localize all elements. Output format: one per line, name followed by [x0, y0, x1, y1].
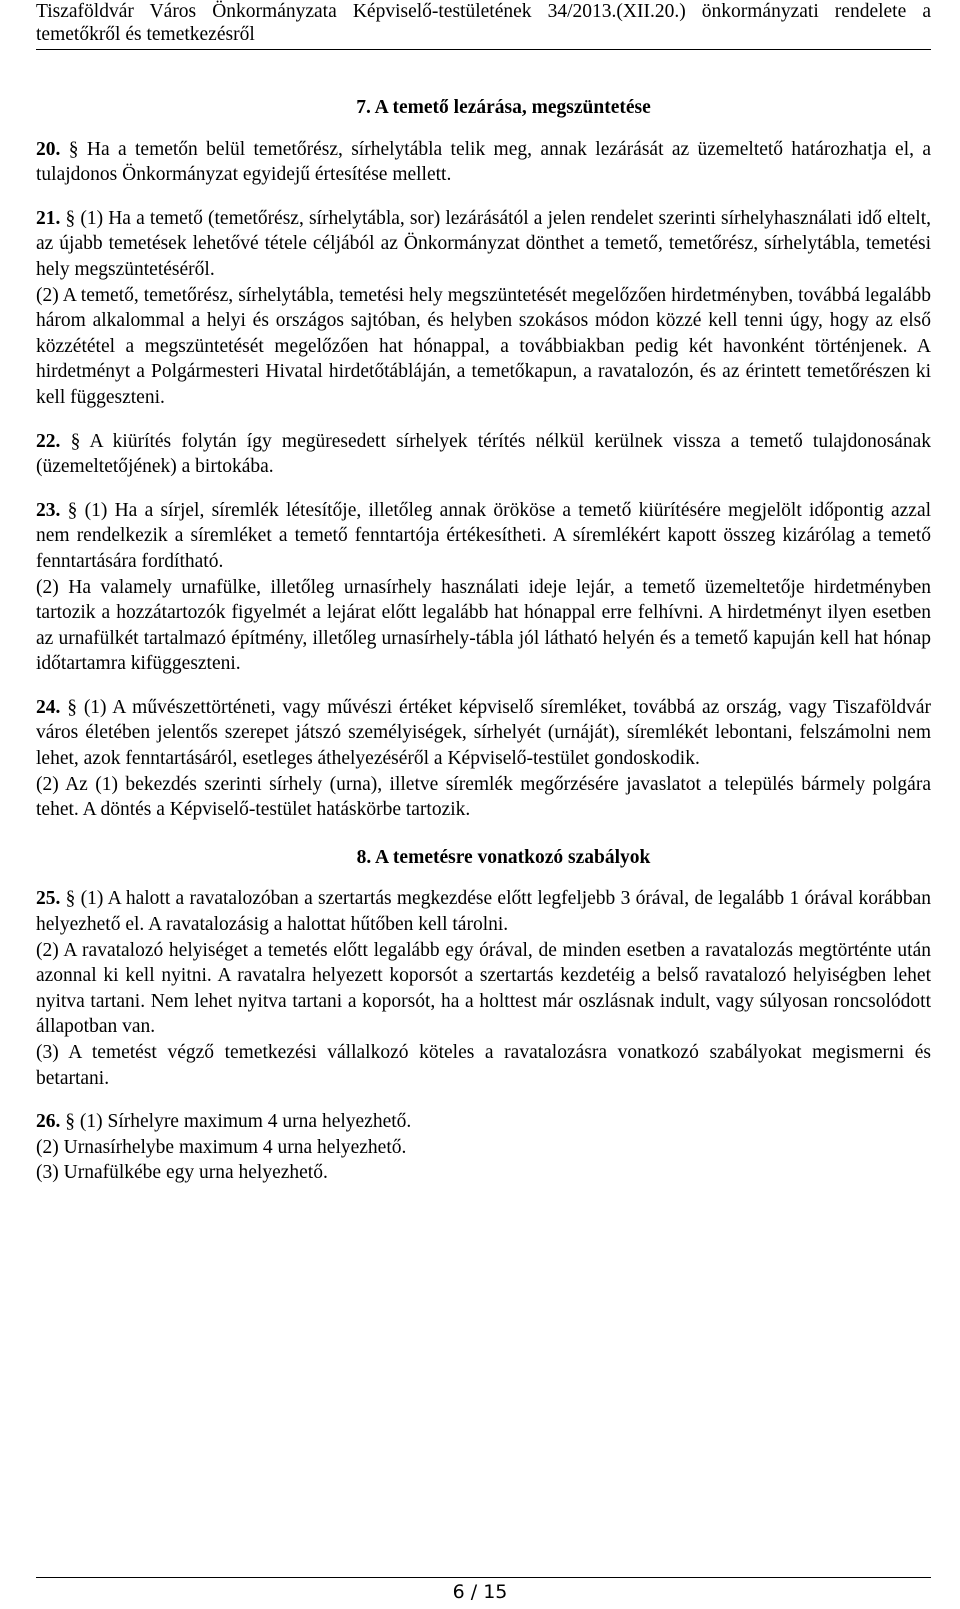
section-heading: 8. A temetésre vonatkozó szabályok	[356, 846, 651, 868]
section-heading: 7. A temető lezárása, megszüntetése	[356, 97, 651, 118]
section-sign: §	[70, 430, 81, 452]
paragraph-number: 21.	[36, 207, 61, 229]
paragraph-21	[36, 206, 931, 283]
paragraph-number: 26.	[36, 1111, 61, 1133]
section-sign: §	[67, 499, 78, 521]
subparagraph: (2) Urnasírhelybe maximum 4 urna helyezhető.	[36, 1136, 407, 1158]
paragraph-23	[36, 498, 931, 575]
subparagraph: (2) Ha valamely urnafülke, illetőleg urnasírhely használati ideje lejár, a temető üzemeltetője hirdetményben tartozik a hozzátartozók figyelmét a lejárat előtt legalább hat hónappal erre felhívni. A hirdetményt ilyen esetben az urnafülkét tartalmazó építmény, illetőleg urnasírhely-tábla jól látható helyén és a temető kapuján kell hat hónap időtartamra kifüggeszteni.	[36, 576, 931, 675]
paragraph-text: (1) A halott a ravatalozóban a szertartás megkezdése előtt legfeljebb 3 órával, de legalább 1 órával korábban helyezhető el. A ravatalozásig a halottat hűtőben kell tárolni.	[36, 888, 931, 936]
paragraph-22	[36, 429, 931, 480]
paragraph-number: 22.	[36, 430, 61, 452]
paragraph-text: (1) Sírhelyre maximum 4 urna helyezhető.	[79, 1111, 412, 1133]
paragraph-number: 25.	[36, 888, 61, 910]
paragraph-number: 23.	[36, 499, 61, 521]
section-sign: §	[65, 207, 76, 229]
subparagraph: (3) A temetést végző temetkezési vállalkozó köteles a ravatalozásra vonatkozó szabályokat megismerni és betartani.	[36, 1042, 931, 1089]
section-sign: §	[67, 696, 77, 718]
paragraph-number: 24.	[36, 696, 61, 718]
paragraph-text: Ha a temetőn belül temetőrész, sírhelytábla telik meg, annak lezárását az üzemeltető határozhatja el, a tulajdonos Önkormányzat egyidejű értesítése mellett.	[36, 138, 932, 186]
paragraph-25	[36, 886, 931, 937]
paragraph-text: (1) A művészettörténeti, vagy művészi értéket képviselő síremléket, továbbá az ország, vagy Tiszaföldvár város életében jelentős szerepet játszó személyiségek, sírhelyét (urnáját), síremlékét lebontani, felszámolni nem lehet, azok fenntartásáról, esetleges áthelyezéséről a Képviselő-testület gondoskodik.	[36, 696, 931, 770]
paragraph-26	[36, 1109, 931, 1135]
paragraph-text: (1) Ha a sírjel, síremlék létesítője, illetőleg annak örököse a temető kiürítésére megjelölt időpontig azzal nem rendelkezik a síremléket a temető fenntartója értékesítheti. A síremlékért kapott összeg kizárólag a temető fenntartására fordítható.	[36, 499, 932, 572]
subparagraph: (3) Urnafülkébe egy urna helyezhető.	[36, 1162, 328, 1184]
paragraph-text: (1) Ha a temető (temetőrész, sírhelytábla, sor) lezárásától a jelen rendelet szerinti sírhelyhasználati idő eltelt, az újabb temetések lehetővé tétele céljából az Önkormányzat dönthet a temető, temetőrész, sírhelytábla, temetési hely megszüntetéséről.	[36, 207, 932, 280]
page-number: 6 / 15	[452, 1581, 508, 1603]
document-body	[36, 95, 931, 1186]
paragraph-20	[36, 137, 931, 188]
paragraph-24	[36, 695, 931, 772]
subparagraph: (2) A ravatalozó helyiséget a temetés előtt legalább egy órával, de minden esetben a ravatalozás megtörténte után azonnal ki kell nyitni. A ravatalra helyezett koporsót a szertartás kezdetéig a belső ravatalozó helyiségben lehet nyitva tartani. Nem lehet nyitva tartani a koporsót, ha a holttest már oszlásnak indult, vagy súlyosan roncsolódott állapotban van.	[36, 939, 931, 1038]
footer-divider	[36, 1577, 931, 1578]
running-header: Tiszaföldvár Város Önkormányzata Képviselő-testületének 34/2013.(XII.20.) önkormányzati rendelete a temetőkről és temetkezésről	[36, 0, 931, 50]
subparagraph: (2) A temető, temetőrész, sírhelytábla, temetési hely megszüntetését megelőzően hirdetményben, továbbá legalább három alkalommal a helyi és országos sajtóban, és helyben szokásos módon közzé kell tenni úgy, hogy az első közzététel a megszüntetését megelőzően hat hónappal, a továbbiakban pedig két havonként történjenek. A hirdetményt a Polgármesteri Hivatal hirdetőtábláján, a temetőkapun, a ravatalozón, és az érintett temetőrészen ki kell függeszteni.	[36, 284, 931, 408]
section-sign: §	[65, 1111, 75, 1133]
paragraph-text: A kiürítés folytán így megüresedett sírhelyek térítés nélkül kerülnek vissza a temető tulajdonosának (üzemeltetőjének) a birtokába.	[36, 430, 931, 478]
paragraph-number: 20.	[36, 138, 61, 160]
subparagraph: (2) Az (1) bekezdés szerinti sírhely (urna), illetve síremlék megőrzésére javaslatot a település bármely polgára tehet. A döntés a Képviselő-testület hatáskörbe tartozik.	[36, 773, 931, 821]
section-sign: §	[65, 888, 76, 910]
section-sign: §	[68, 138, 79, 160]
